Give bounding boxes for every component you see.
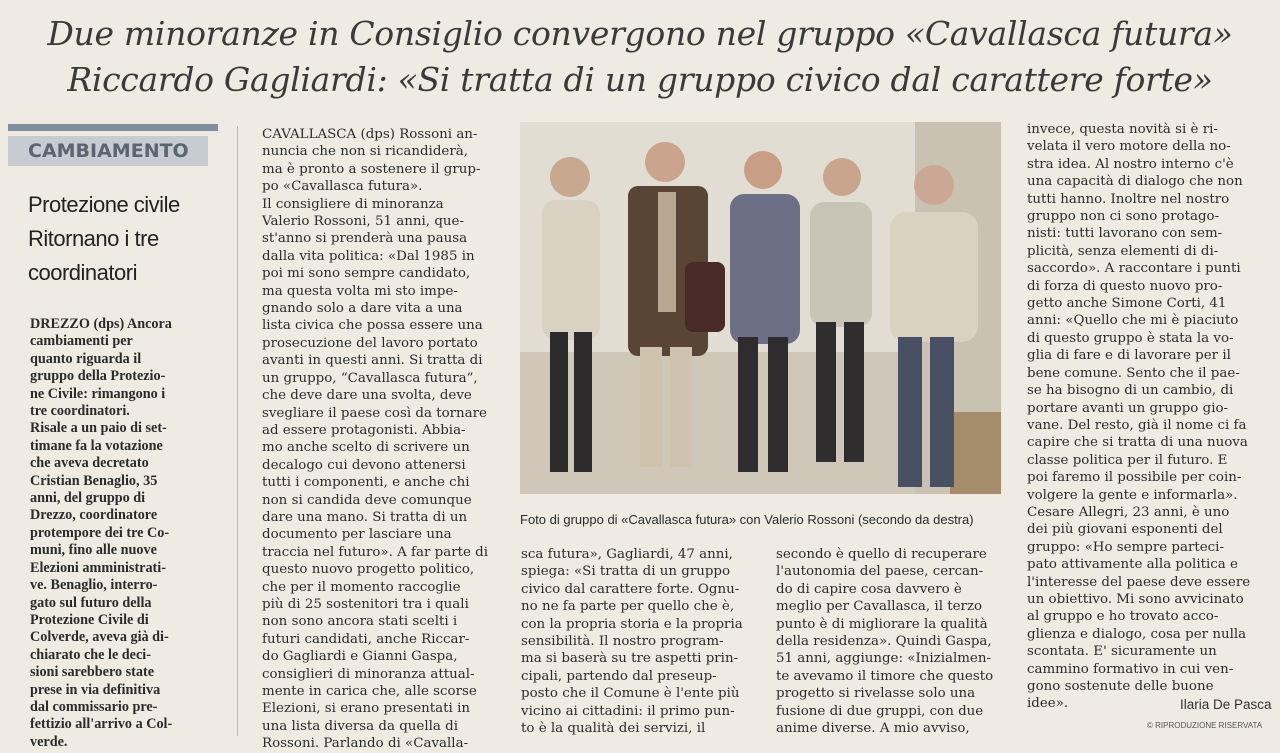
- article-line: Elezioni, si erano presentati in: [262, 701, 470, 717]
- article-line: anime diverse. A mio avviso,: [776, 721, 970, 737]
- sidebar-body-line: prese in via definitiva: [30, 681, 161, 698]
- article-line: traccia nel futuro». A far parte di: [262, 544, 489, 560]
- article-line: stra idea. Al nostro interno c'è: [1027, 156, 1234, 172]
- article-line: ma si baserà su tre aspetti prin-: [521, 651, 739, 667]
- sidebar-title-line: coordinatori: [28, 260, 137, 285]
- article-line: punto è di migliorare la qualità: [776, 616, 988, 632]
- group-photo: [520, 122, 1001, 494]
- sidebar-body-line: Drezzo, coordinatore: [30, 507, 158, 524]
- article-line: con la propria storia e la propria: [521, 616, 743, 632]
- article-line: futuri candidati, anche Riccar-: [262, 631, 470, 647]
- main-article-column-4: [1027, 121, 1260, 713]
- article-line: mente in carica che, alle scorse: [262, 684, 477, 699]
- article-line: l'interesse del paese deve essere: [1027, 574, 1251, 590]
- article-line: po «Cavallasca futura».: [262, 179, 423, 195]
- sidebar-body-line: gruppo della Protezio-: [30, 368, 166, 385]
- sidebar-body-line: dal commissario pre-: [30, 698, 158, 715]
- article-line: nuncia che non si ricandiderà,: [262, 144, 468, 160]
- sidebar-body-line: timane fa la votazione: [30, 437, 163, 454]
- sidebar-body-line: che aveva decretato: [30, 455, 149, 472]
- sidebar-body-line: chiarato che le deci-: [30, 646, 151, 663]
- article-line: tutti i componenti, e anche chi: [262, 475, 470, 491]
- column-divider: [237, 126, 238, 736]
- article-line: do di capire cosa davvero è: [776, 581, 962, 597]
- article-line: gruppo: «Ho sempre parteci-: [1027, 539, 1224, 555]
- article-line: dei più giovani esponenti del: [1027, 522, 1223, 538]
- article-line: dare una mano. Si tratta di un: [262, 509, 468, 525]
- article-line: non sono ancora stati scelti i: [262, 614, 458, 630]
- article-line: secondo è quello di recuperare: [776, 547, 987, 562]
- article-line: Rossoni. Parlando di «Cavalla-: [262, 736, 469, 752]
- main-article-column-2: [521, 546, 761, 737]
- article-line: un obiettivo. Mi sono avvicinato: [1027, 591, 1244, 607]
- sidebar-article-body: [30, 316, 210, 751]
- sidebar-body-line: fettizio all'arrivo a Col-: [30, 716, 173, 733]
- article-line: di forza di questo nuovo pro-: [1027, 278, 1223, 294]
- article-line: fusione di due gruppi, con due: [776, 703, 984, 719]
- sidebar-body-line: Elezioni amministrati-: [30, 559, 166, 576]
- photo-caption: Foto di gruppo di «Cavallasca futura» con Valerio Rossoni (secondo da destra): [520, 512, 974, 527]
- sidebar-body-line: cambiamenti per: [30, 333, 133, 350]
- sidebar-body-line: ve. Benaglio, interro-: [30, 577, 158, 594]
- article-line: se ha bisogno di un cambio, di: [1027, 383, 1234, 399]
- author-byline: Ilaria De Pasca: [1180, 697, 1272, 712]
- article-line: avanti in questi anni. Si tratta di: [262, 353, 483, 369]
- article-line: questo nuovo progetto politico,: [262, 562, 475, 578]
- article-line: poi mi sono sempre candidato,: [262, 266, 471, 282]
- article-line: cipali, partendo dal preseup-: [521, 668, 717, 684]
- sidebar-body-line: anni, del gruppo di: [30, 490, 146, 507]
- article-line: anni: «Quello che mi è piaciuto: [1027, 313, 1239, 329]
- article-line: civico dal carattere forte. Ognu-: [521, 581, 740, 597]
- sidebar-body-line: Protezione Civile di: [30, 611, 149, 628]
- article-line: Il consigliere di minoranza: [262, 196, 444, 212]
- sidebar-body-line: verde.: [30, 733, 68, 750]
- article-line: sensibilità. Il nostro program-: [521, 634, 724, 650]
- article-line: ma questa volta mi sto impe-: [262, 283, 458, 299]
- article-line: della residenza». Quindi Gaspa,: [776, 634, 992, 650]
- main-article-column-3: [776, 546, 1004, 737]
- article-line: invece, questa novità si è ri-: [1027, 122, 1218, 137]
- article-line: vicino ai cittadini: il primo pun-: [521, 703, 735, 719]
- section-rule: [8, 124, 218, 131]
- article-line: do Gagliardi e Gianni Gaspa,: [262, 649, 458, 665]
- article-line: gnando solo a dare vita a una: [262, 301, 463, 317]
- main-article-column-1: [262, 126, 502, 753]
- article-line: un gruppo, “Cavallasca futura”,: [262, 370, 478, 386]
- article-line: no ne fa parte per quello che è,: [521, 599, 735, 615]
- article-line: to è la qualità dei servizi, il: [521, 721, 706, 737]
- sidebar-title: [28, 188, 218, 290]
- article-line: di questo gruppo è stata la vo-: [1027, 330, 1234, 346]
- article-line: idee».: [1027, 696, 1069, 712]
- article-line: consiglieri di minoranza attual-: [262, 666, 475, 682]
- article-line: più di 25 sostenitori tra i quali: [262, 596, 469, 612]
- article-line: prosecuzione del lavoro portato: [262, 335, 478, 351]
- article-line: capire che si tratta di una nuova: [1027, 435, 1248, 451]
- article-line: decalogo cui devono attenersi: [262, 457, 466, 473]
- article-line: cammino formativo in cui ven-: [1027, 661, 1234, 677]
- article-line: nisti: tutti lavorano con sem-: [1027, 226, 1223, 242]
- article-line: svegliare il paese così da tornare: [262, 405, 487, 421]
- article-line: gono sostenute delle buone: [1027, 679, 1214, 694]
- article-line: dalla vita politica: «Dal 1985 in: [262, 248, 475, 264]
- article-line: progetto si rivelasse solo una: [776, 686, 976, 702]
- sidebar-body-line: sioni sarebbero state: [30, 664, 155, 681]
- sidebar-body-line: protempore dei tre Co-: [30, 524, 170, 541]
- copyright-notice: © RIPRODUZIONE RISERVATA: [1147, 721, 1263, 730]
- article-line: documento per lasciare una: [262, 527, 452, 543]
- article-line: l'autonomia del paese, cercan-: [776, 564, 984, 580]
- article-line: scontata. E' sicuramente un: [1027, 644, 1217, 660]
- article-line: velata il vero motore della no-: [1027, 139, 1231, 155]
- article-line: che per il momento raccoglie: [262, 579, 461, 595]
- article-line: non si candida deve comunque: [262, 492, 472, 508]
- sidebar-body-line: Risale a un paio di set-: [30, 420, 167, 437]
- article-line: sca futura», Gagliardi, 47 anni,: [521, 547, 733, 562]
- headline-line-2: Riccardo Gagliardi: «Si tratta di un gruppo civico dal carattere forte»: [67, 60, 1213, 99]
- article-line: lista civica che possa essere una: [262, 318, 483, 334]
- article-line: CAVALLASCA (dps) Rossoni an-: [262, 127, 478, 142]
- sidebar-body-line: tre coordinatori.: [30, 403, 130, 420]
- article-line: volgere la gente e informarla».: [1027, 487, 1238, 503]
- article-line: gruppo non ci sono protago-: [1027, 209, 1220, 225]
- article-line: ma è pronto a sostenere il grup-: [262, 161, 481, 177]
- article-line: posto che il Comune è l'ente più: [521, 686, 740, 702]
- article-line: pato attivamente alla politica e: [1027, 557, 1238, 573]
- article-line: saccordo». A raccontare i punti: [1027, 261, 1241, 277]
- article-line: mo anche scelto di scrivere un: [262, 440, 470, 456]
- article-line: st'anno si prenderà una pausa: [262, 231, 468, 247]
- article-line: tutti hanno. Inoltre nel nostro: [1027, 191, 1230, 207]
- section-tag: CAMBIAMENTO: [8, 136, 208, 166]
- sidebar-body-line: Cristian Benaglio, 35: [30, 472, 158, 489]
- sidebar-title-line: Protezione civile: [28, 192, 180, 217]
- article-line: te avevamo il timore che questo: [776, 668, 994, 684]
- article-line: 51 anni, aggiunge: «Inizialmen-: [776, 651, 992, 667]
- article-line: vane. Del resto, già il nome ci fa: [1027, 417, 1247, 433]
- article-line: spiega: «Si tratta di un gruppo: [521, 564, 731, 580]
- article-line: glienza e dialogo, cosa per nulla: [1027, 626, 1247, 642]
- article-line: ad essere protagonisti. Abbia-: [262, 422, 466, 438]
- sidebar-body-line: Colverde, aveva già di-: [30, 629, 169, 646]
- article-line: al gruppo e ho trovato acco-: [1027, 609, 1219, 625]
- sidebar-body-line: ne Civile: rimangono i: [30, 385, 166, 402]
- article-line: getto anche Simone Corti, 41: [1027, 296, 1227, 312]
- sidebar-body-line: quanto riguarda il: [30, 350, 142, 367]
- sidebar-body-line: muni, fino alle nuove: [30, 542, 157, 559]
- article-line: bene comune. Sento che il pae-: [1027, 365, 1240, 381]
- article-line: che deve dare una svolta, deve: [262, 388, 472, 404]
- article-line: Cesare Allegri, 23 anni, è uno: [1027, 504, 1230, 520]
- article-line: poi faremo il possibile per coin-: [1027, 470, 1242, 486]
- headline-line-1: Due minoranze in Consiglio convergono nel gruppo «Cavallasca futura»: [47, 14, 1233, 53]
- article-line: glia di fare e di lavorare per il: [1027, 348, 1231, 364]
- sidebar-title-line: Ritornano i tre: [28, 226, 159, 251]
- article-line: Valerio Rossoni, 51 anni, que-: [262, 214, 464, 230]
- article-line: una lista diversa da quella di: [262, 718, 458, 734]
- article-line: portare avanti un gruppo gio-: [1027, 400, 1229, 416]
- article-line: meglio per Cavallasca, il terzo: [776, 599, 983, 615]
- sidebar-body-line: DREZZO (dps) Ancora: [30, 316, 172, 332]
- article-line: una capacità di dialogo che non: [1027, 174, 1243, 190]
- article-line: classe politica per il futuro. E: [1027, 452, 1228, 468]
- sidebar-body-line: gato sul futuro della: [30, 594, 152, 611]
- article-line: plicità, senza elementi di di-: [1027, 243, 1219, 259]
